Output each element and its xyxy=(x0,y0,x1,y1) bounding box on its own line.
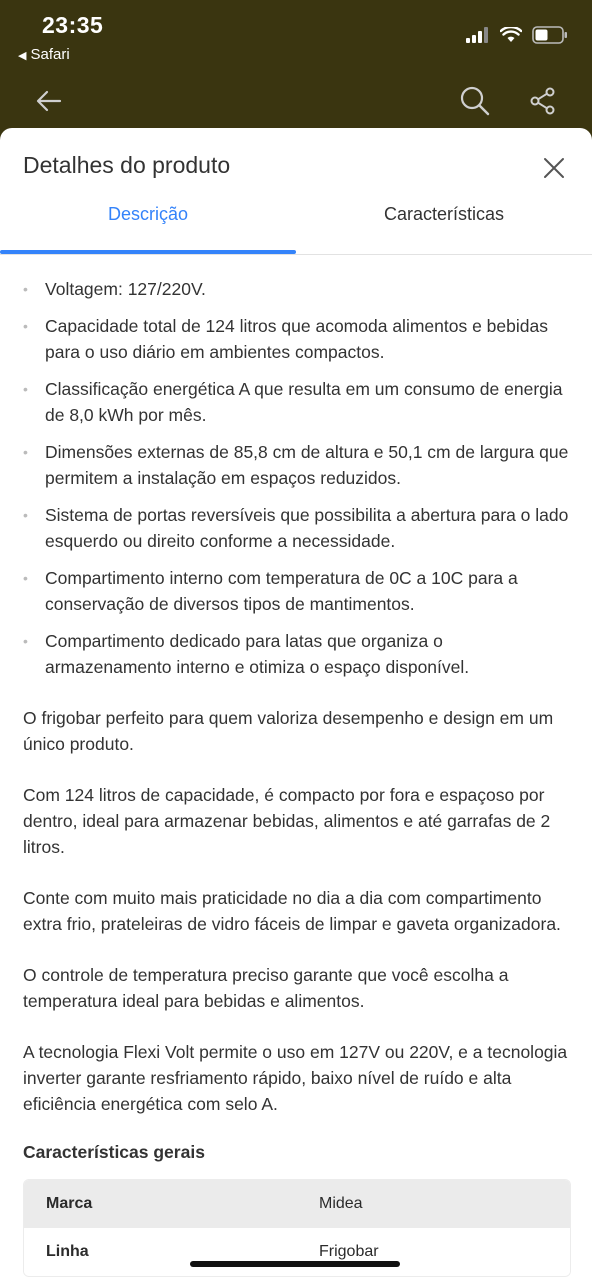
description-paragraph: O frigobar perfeito para quem valoriza desempenho e design em um único produto. xyxy=(23,708,554,754)
spec-key: Marca xyxy=(46,1195,93,1212)
tab-bar xyxy=(0,190,592,255)
list-item: • Compartimento dedicado para latas que organiza o armazenamento interno e otimiza o espaço disponível. xyxy=(23,628,571,680)
specs-section-title: Características gerais xyxy=(23,1142,205,1162)
wifi-icon xyxy=(500,27,522,43)
signal-icon xyxy=(466,27,490,43)
description-paragraph: O controle de temperatura preciso garante que você escolha a temperatura ideal para bebidas e alimentos. xyxy=(23,965,509,1011)
spec-value: Frigobar xyxy=(319,1243,379,1260)
back-app-label: Safari xyxy=(30,46,70,63)
list-item: • Sistema de portas reversíveis que possibilita a abertura para o lado esquerdo ou direito conforme a necessidade. xyxy=(23,502,571,554)
list-item: • Dimensões externas de 85,8 cm de altura e 50,1 cm de largura que permitem a instalação em espaços reduzidos. xyxy=(23,439,571,491)
product-details-sheet xyxy=(0,128,592,1280)
feature-list xyxy=(23,276,571,680)
list-item: • Compartimento interno com temperatura de 0C a 10C para a conservação de diversos tipos de mantimentos. xyxy=(23,565,571,617)
status-bar xyxy=(0,0,592,70)
arrow-left-icon[interactable] xyxy=(34,86,64,116)
back-triangle-icon: ◀ xyxy=(18,50,27,62)
system-icons xyxy=(466,26,568,44)
description-paragraph: Com 124 litros de capacidade, é compacto por fora e espaçoso por dentro, ideal para armazenar bebidas, alimentos e até garrafas de 2 litros. xyxy=(23,785,551,857)
sheet-title: Detalhes do produto xyxy=(23,152,231,178)
list-item: • Classificação energética A que resulta em um consumo de energia de 8,0 kWh por mês. xyxy=(23,376,571,428)
page-nav-bar xyxy=(0,78,592,126)
list-item: • Voltagem: 127/220V. xyxy=(23,276,571,302)
search-icon[interactable] xyxy=(458,84,492,118)
table-row xyxy=(24,1228,570,1276)
active-tab-indicator xyxy=(0,250,296,254)
back-to-app-link[interactable] xyxy=(18,46,70,63)
spec-value: Midea xyxy=(319,1195,363,1212)
tab-descricao[interactable]: Descrição xyxy=(107,204,189,224)
close-icon[interactable] xyxy=(540,154,568,182)
table-row xyxy=(24,1180,570,1228)
list-item: • Capacidade total de 124 litros que acomoda alimentos e bebidas para o uso diário em ambientes compactos. xyxy=(23,313,571,365)
description-content xyxy=(23,276,571,1277)
share-icon[interactable] xyxy=(528,86,558,116)
description-paragraph: A tecnologia Flexi Volt permite o uso em 127V ou 220V, e a tecnologia inverter garante resfriamento rápido, baixo nível de ruído e alta eficiência energética com selo A. xyxy=(23,1042,568,1114)
battery-icon xyxy=(532,26,568,44)
home-indicator[interactable] xyxy=(190,1261,400,1267)
description-paragraph: Conte com muito mais praticidade no dia a dia com compartimento extra frio, prateleiras de vidro fáceis de limpar e gaveta organizadora. xyxy=(23,888,561,934)
spec-key: Linha xyxy=(46,1243,89,1260)
tab-caracteristicas[interactable]: Características xyxy=(383,204,505,224)
status-time: 23:35 xyxy=(42,12,104,38)
